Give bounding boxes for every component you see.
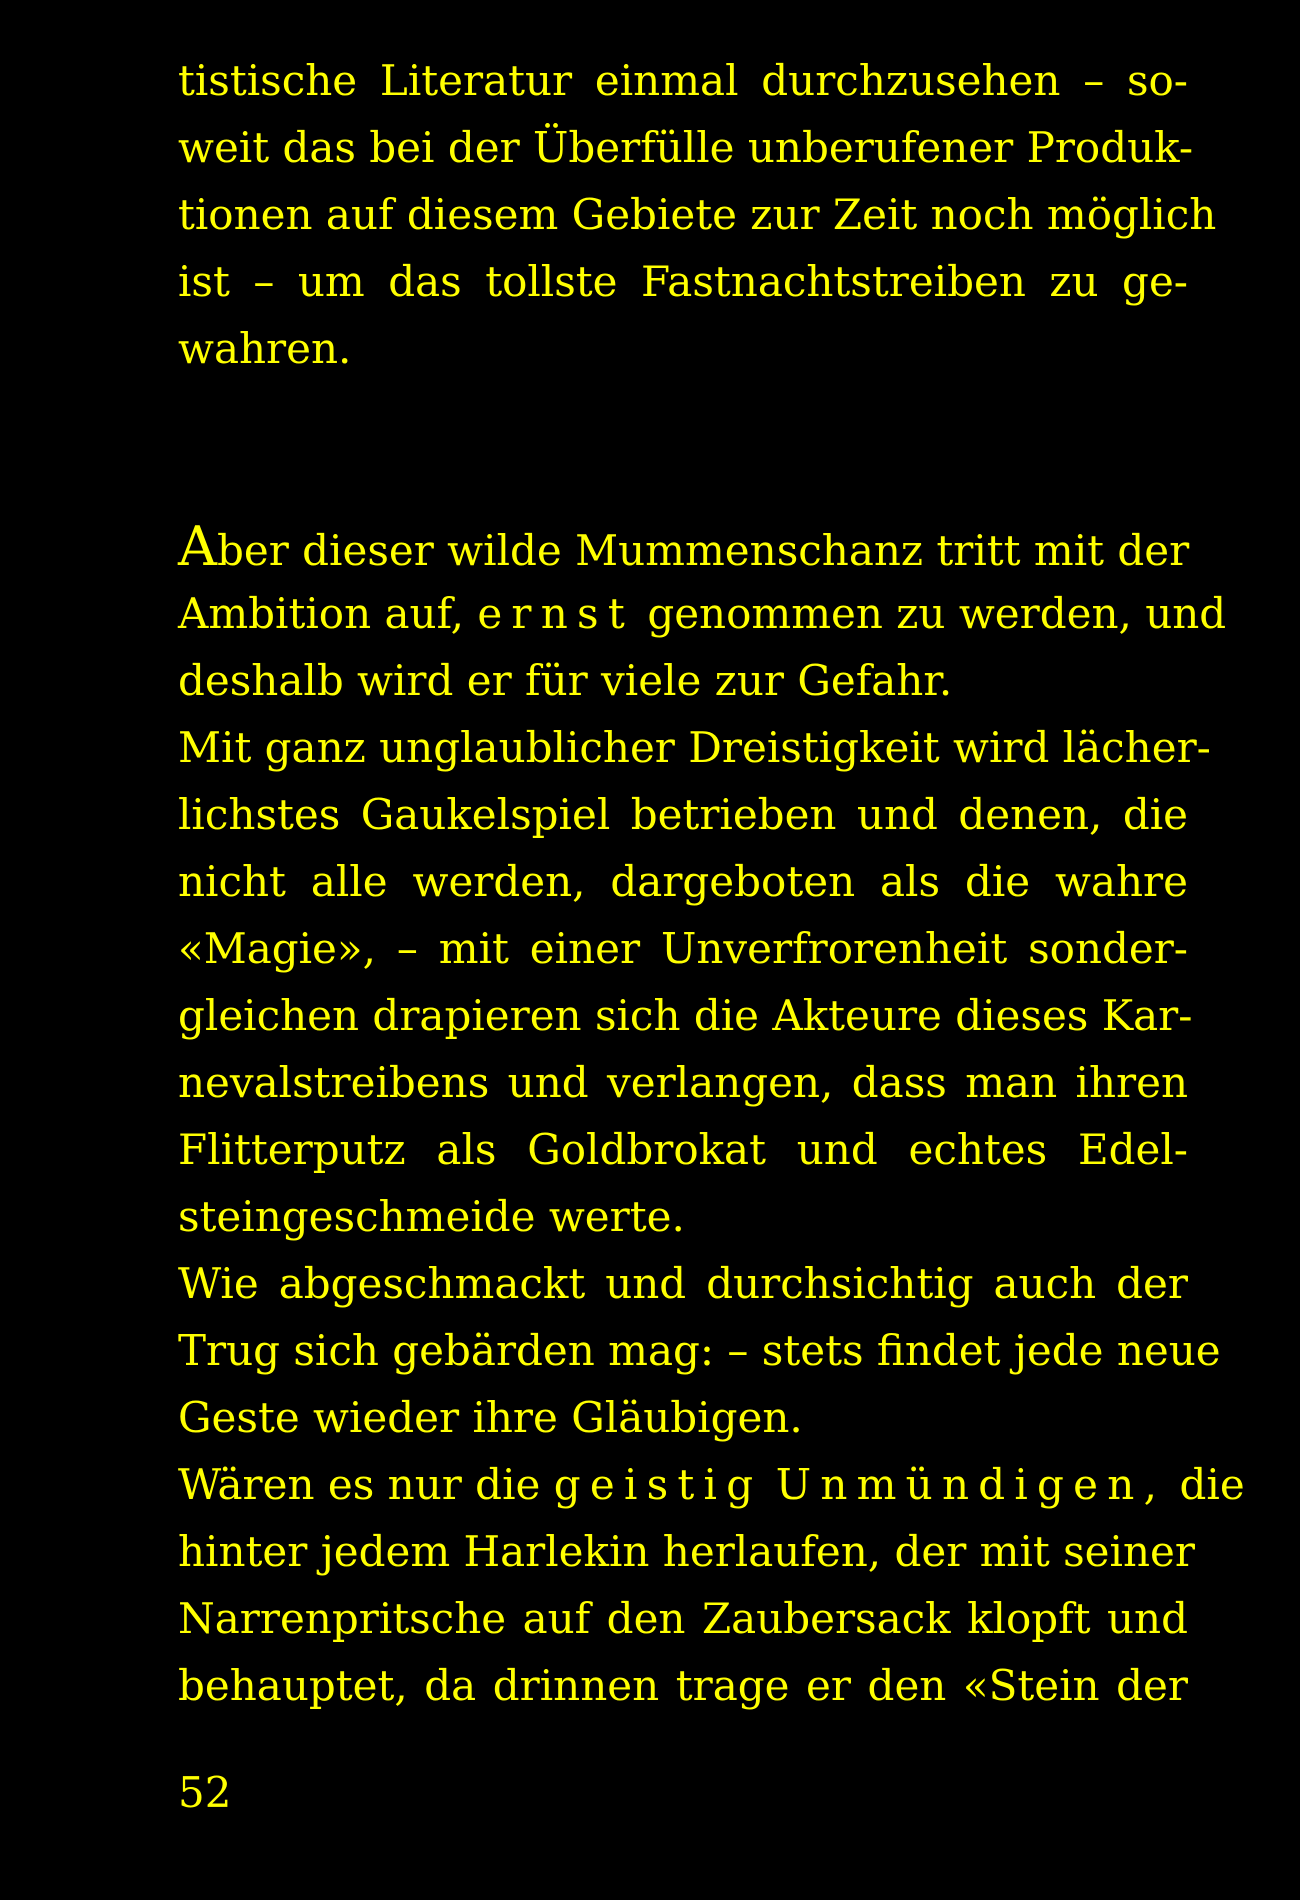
text-fragment: genommen zu werden, und bbox=[647, 589, 1227, 638]
text-line: steingeschmeide werte. bbox=[178, 1192, 685, 1241]
text-line bbox=[178, 514, 1188, 580]
text-line: Trug sich gebärden mag: – stets findet jede neue bbox=[178, 1326, 1221, 1375]
text-line: deshalb wird er für viele zur Gefahr. bbox=[178, 656, 953, 705]
text-line: ist – um das tollste Fastnachtstreiben zu ge- bbox=[178, 257, 1188, 306]
text-line: Wie abgeschmackt und durchsichtig auch der bbox=[178, 1259, 1188, 1308]
dropcap-letter: A bbox=[178, 515, 217, 578]
text-line: Flitterputz als Goldbrokat und echtes Edel- bbox=[178, 1125, 1188, 1174]
text-line bbox=[178, 581, 1227, 647]
text-line: «Magie», – mit einer Unverfrorenheit sonder- bbox=[178, 924, 1188, 973]
text-fragment: Ambition auf, bbox=[178, 589, 464, 638]
text-line: Mit ganz unglaublicher Dreistigkeit wird lächer- bbox=[178, 723, 1211, 772]
text-line: tistische Literatur einmal durchzusehen – so- bbox=[178, 56, 1188, 105]
text-fragment: ber dieser wilde Mummenschanz tritt mit der bbox=[217, 526, 1190, 575]
text-line: gleichen drapieren sich die Akteure dieses Kar- bbox=[178, 991, 1193, 1040]
spaced-emphasis: Unmündigen, bbox=[775, 1460, 1167, 1509]
text-fragment: Wären es nur die bbox=[178, 1460, 541, 1509]
text-line: hinter jedem Harlekin herlaufen, der mit seiner bbox=[178, 1527, 1195, 1576]
text-line: Narrenpritsche auf den Zaubersack klopft und bbox=[178, 1594, 1188, 1643]
text-line: tionen auf diesem Gebiete zur Zeit noch möglich bbox=[178, 190, 1217, 239]
text-line: wahren. bbox=[178, 324, 352, 373]
text-line: nevalstreibens und verlangen, dass man ihren bbox=[178, 1058, 1188, 1107]
text-line bbox=[178, 1452, 1245, 1518]
spaced-emphasis: ernst bbox=[477, 589, 634, 638]
text-line: behauptet, da drinnen trage er den «Stein der bbox=[178, 1661, 1188, 1710]
spaced-emphasis: geistig bbox=[553, 1460, 763, 1509]
text-line: weit das bei der Überfülle unberufener Produk- bbox=[178, 123, 1194, 172]
text-line: lichstes Gaukelspiel betrieben und denen, die bbox=[178, 790, 1188, 839]
page-number: 52 bbox=[178, 1768, 232, 1817]
text-line: nicht alle werden, dargeboten als die wahre bbox=[178, 857, 1188, 906]
text-line: Geste wieder ihre Gläubigen. bbox=[178, 1393, 803, 1442]
text-fragment: die bbox=[1179, 1460, 1245, 1509]
